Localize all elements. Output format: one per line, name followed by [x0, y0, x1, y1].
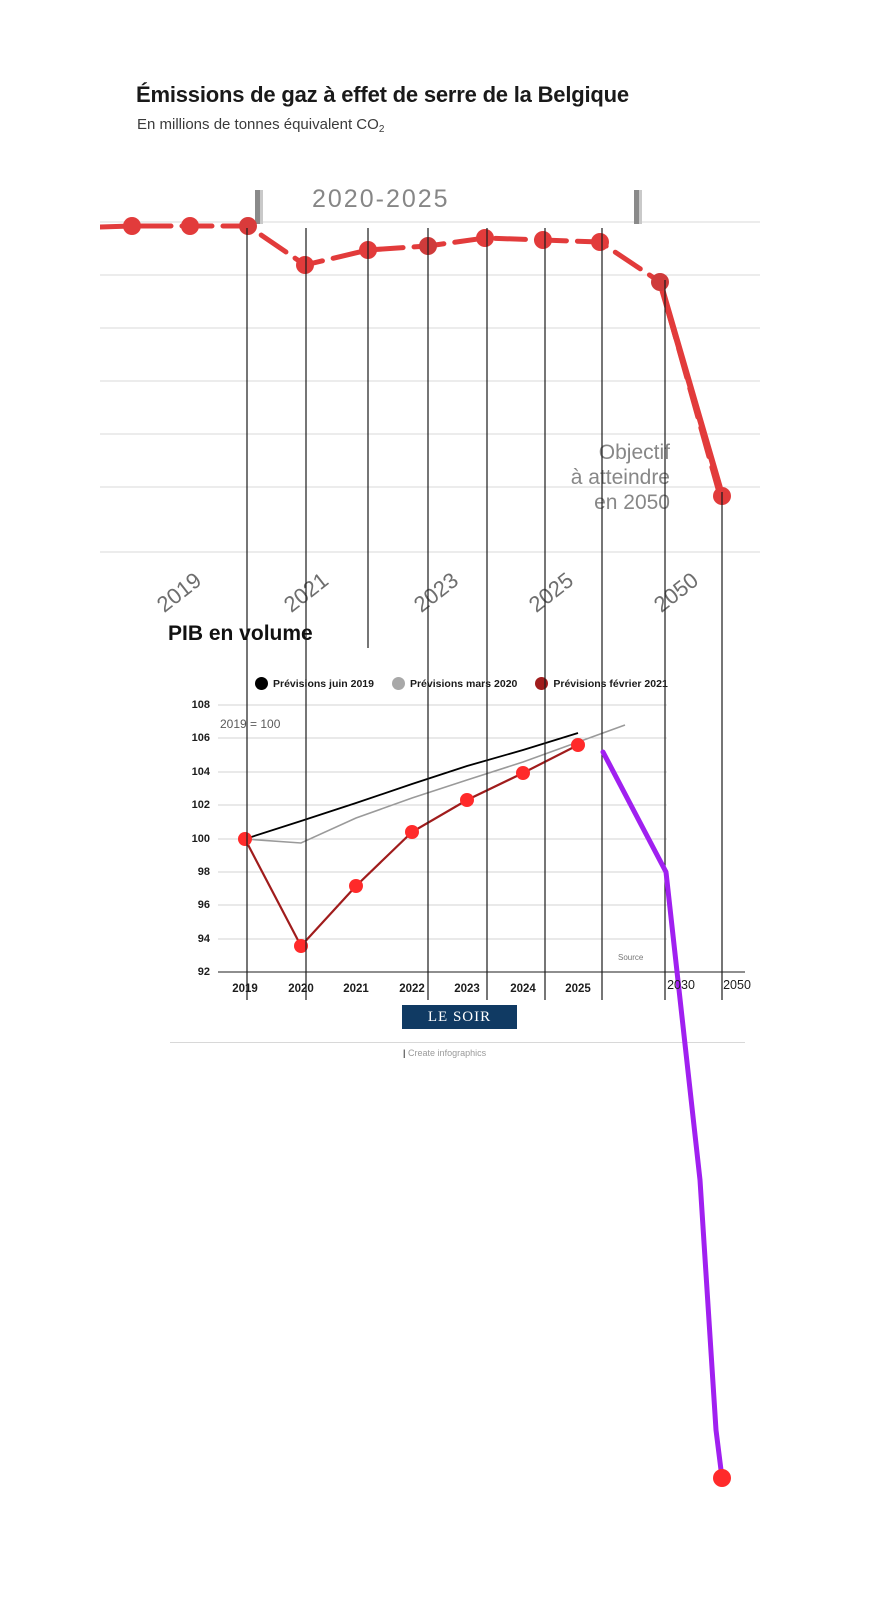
pib-ytick-108: 108 — [191, 699, 210, 711]
pib-ytick-106: 106 — [191, 732, 210, 744]
overlay-xtick-2050: 2050 — [723, 978, 751, 992]
ghg-period-label: 2020-2025 — [312, 185, 450, 213]
footer-divider — [170, 1042, 745, 1043]
pib-xtick-2025: 2025 — [565, 983, 591, 995]
pib-ytick-98: 98 — [197, 866, 210, 878]
pib-chart-card — [170, 655, 745, 1060]
pib-ytick-96: 96 — [197, 899, 210, 911]
ghg-chart-svg — [100, 180, 760, 600]
ghg-xtick-2019: 2019 — [151, 567, 206, 618]
ghg-subtitle-main: En millions de tonnes équivalent CO — [137, 116, 379, 133]
pib-xtick-2020: 2020 — [288, 983, 314, 995]
ghg-xtick-2023: 2023 — [408, 567, 463, 618]
ghg-chart-title: Émissions de gaz à effet de serre de la Belgique — [136, 82, 629, 107]
ghg-chart-plot — [100, 180, 760, 600]
ghg-objective-line-2: à atteindre — [570, 466, 670, 489]
ghg-xtick-2050: 2050 — [648, 567, 703, 618]
pib-chart-plot — [170, 655, 745, 1060]
pib-ytick-94: 94 — [197, 933, 210, 945]
pib-ytick-92: 92 — [197, 966, 210, 978]
pib-xtick-2023: 2023 — [454, 983, 480, 995]
pib-ytick-100: 100 — [191, 833, 210, 845]
pib-xtick-2021: 2021 — [343, 983, 369, 995]
ghg-objective-annotation — [455, 440, 670, 515]
ghg-xtick-2021: 2021 — [278, 567, 333, 618]
ghg-xtick-2025: 2025 — [523, 567, 578, 618]
pib-series-mars-2020 — [245, 725, 625, 843]
ghg-chart-subtitle — [137, 116, 384, 133]
pib-index-note: 2019 = 100 — [220, 717, 281, 731]
ghg-objective-line-1: Objectif — [598, 441, 670, 464]
pib-series-juin-2019 — [245, 733, 578, 839]
pib-series-markers-fevrier-2021 — [238, 738, 585, 953]
pib-ytick-104: 104 — [191, 766, 210, 778]
pib-xtick-2019: 2019 — [232, 983, 258, 995]
footer-credit-text: Create infographics — [408, 1048, 487, 1058]
pib-xtick-2022: 2022 — [399, 983, 425, 995]
legend-label-juin-2019: Prévisions juin 2019 — [273, 677, 374, 690]
legend-label-fevrier-2021: Prévisions février 2021 — [553, 677, 668, 690]
ghg-objective-line-3: en 2050 — [594, 491, 670, 514]
pib-source-note: Source — [618, 953, 644, 962]
footer-credit-bar: | — [403, 1048, 406, 1058]
pib-xtick-2024: 2024 — [510, 983, 536, 995]
pib-gridlines — [218, 705, 667, 939]
pib-ytick-102: 102 — [191, 799, 210, 811]
le-soir-logo: LE SOIR — [402, 1005, 517, 1029]
pib-chart-svg — [170, 655, 745, 1060]
pib-chart-title: PIB en volume — [168, 622, 313, 645]
overlay-xtick-2030: 2030 — [667, 978, 695, 992]
footer-credit — [403, 1048, 486, 1058]
legend-label-mars-2020: Prévisions mars 2020 — [409, 677, 518, 690]
ghg-subtitle-subscript: 2 — [378, 124, 385, 135]
overlay-projection-endpoint — [713, 1469, 731, 1487]
